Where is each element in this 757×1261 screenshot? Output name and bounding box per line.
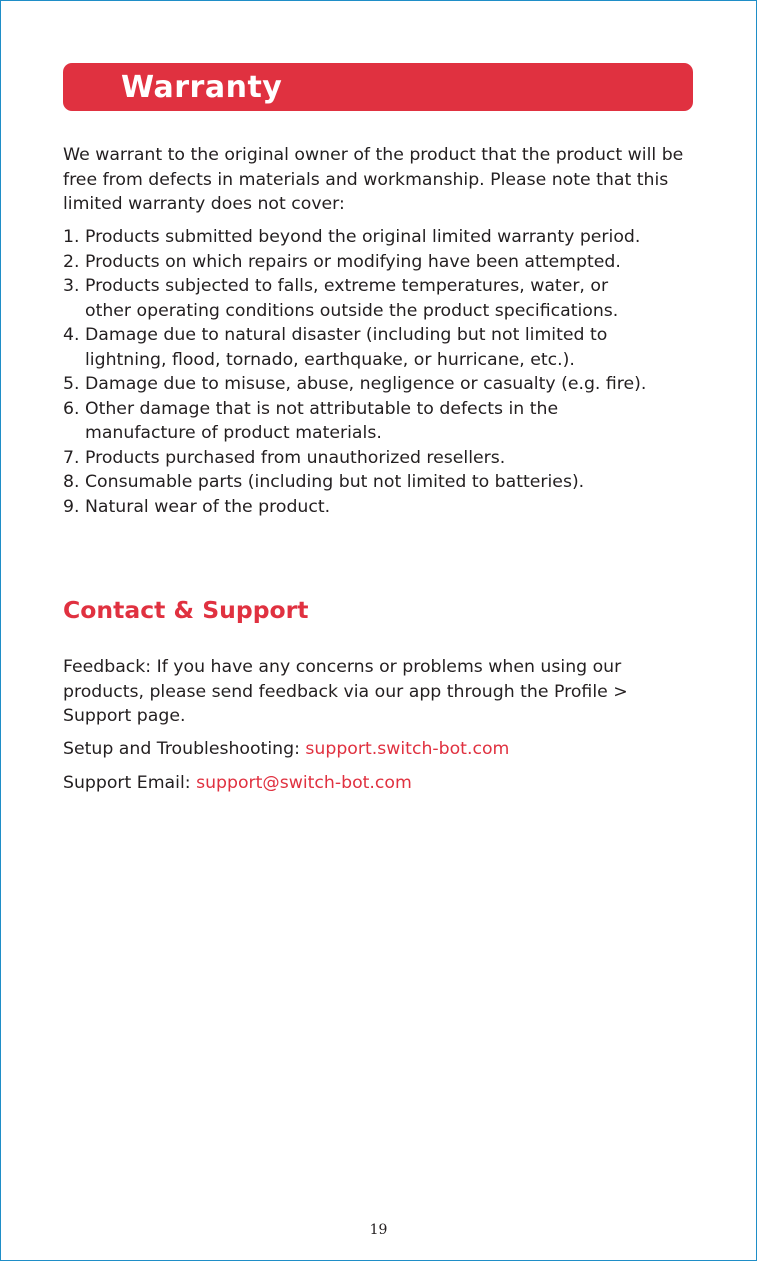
warranty-intro: We warrant to the original owner of the product that the product will be free from defects in materials and workmanship. Please note that this limited warranty does not cover: [63, 145, 684, 214]
exclusion-item [63, 397, 703, 446]
exclusion-item [63, 372, 703, 397]
support-email-link[interactable]: support@switch-bot.com [196, 773, 412, 793]
exclusion-text: 3. Products subjected to falls, extreme temperatures, water, or [63, 276, 609, 296]
support-website-link[interactable]: support.switch-bot.com [305, 739, 510, 759]
exclusion-text: 7. Products purchased from unauthorized resellers. [63, 447, 506, 468]
exclusion-text: 9. Natural wear of the product. [63, 496, 331, 517]
exclusion-continuation: manufacture of product materials. [85, 423, 382, 443]
exclusion-continuation: other operating conditions outside the product specifications. [85, 300, 619, 321]
exclusion-item [63, 495, 703, 520]
exclusion-item [63, 470, 703, 495]
setup-troubleshooting-line [63, 737, 693, 762]
setup-label: Setup and Troubleshooting: [63, 739, 306, 759]
contact-support-heading: Contact & Support [63, 596, 309, 624]
exclusion-text: 4. Damage due to natural disaster (including but not limited to [63, 325, 608, 345]
feedback-paragraph: Feedback: If you have any concerns or problems when using our products, please send feedback via our app through the Profile > Support page. [63, 657, 628, 726]
exclusion-item [63, 250, 703, 275]
warranty-exclusions-list [63, 225, 703, 519]
warranty-title: Warranty [121, 70, 283, 105]
exclusion-text: 2. Products on which repairs or modifying have been attempted. [63, 251, 621, 272]
exclusion-item [63, 446, 703, 471]
exclusion-text: 8. Consumable parts (including but not limited to batteries). [63, 472, 585, 492]
exclusion-continuation: lightning, flood, tornado, earthquake, or hurricane, etc.). [85, 349, 575, 370]
page-number: 19 [369, 1222, 388, 1238]
support-email-line [63, 771, 693, 796]
warranty-header-banner [63, 63, 693, 111]
exclusion-item [63, 323, 703, 372]
exclusion-item [63, 274, 703, 323]
email-label: Support Email: [63, 773, 197, 793]
exclusion-text: 5. Damage due to misuse, abuse, negligence or casualty (e.g. fire). [63, 374, 647, 394]
exclusion-text: 1. Products submitted beyond the original limited warranty period. [63, 227, 641, 247]
exclusion-text: 6. Other damage that is not attributable to defects in the [63, 398, 559, 419]
exclusion-item [63, 225, 703, 250]
